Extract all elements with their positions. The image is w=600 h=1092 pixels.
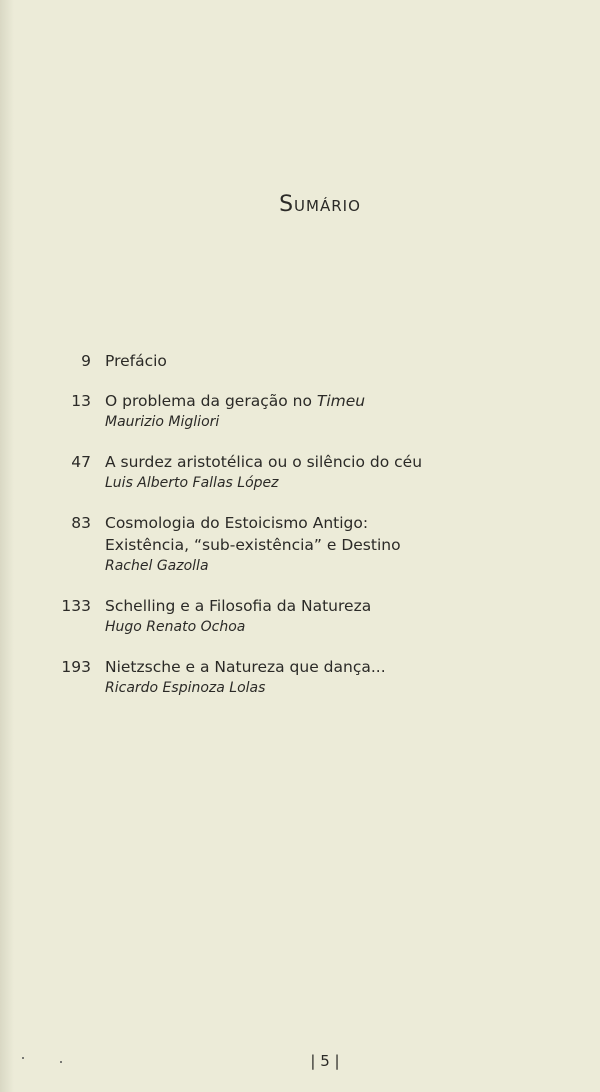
toc-entry — [0, 451, 600, 494]
toc-entry — [0, 512, 600, 577]
toc-entry-title-continued: Existência, “sub-existência” e Destino — [105, 536, 401, 554]
toc-entry-body — [105, 512, 575, 577]
toc-entry-author: Hugo Renato Ochoa — [105, 619, 246, 635]
toc-entry-body — [105, 451, 575, 494]
toc-entry-body — [105, 656, 575, 699]
toc-entry — [0, 656, 600, 699]
toc-entry-body — [105, 350, 575, 372]
toc-page-number: 83 — [71, 514, 91, 532]
toc-page-number: 193 — [61, 658, 91, 676]
toc-entry-author: Luis Alberto Fallas López — [105, 475, 279, 491]
speck-mark — [22, 1057, 24, 1059]
toc-page-number: 47 — [71, 453, 91, 471]
toc-entry-title: Nietzsche e a Natureza que dança... — [105, 658, 386, 676]
toc-entry-title: Prefácio — [105, 352, 167, 370]
toc-entry-body — [105, 390, 575, 433]
toc-entry — [0, 595, 600, 638]
toc-entry-title — [105, 390, 575, 412]
table-of-contents — [0, 350, 600, 717]
toc-page-number: 9 — [81, 352, 91, 370]
speck-mark — [60, 1061, 62, 1063]
toc-entry — [0, 350, 600, 372]
toc-page-number: 133 — [61, 597, 91, 615]
toc-entry — [0, 390, 600, 433]
toc-entry-title: A surdez aristotélica ou o silêncio do céu — [105, 453, 423, 471]
page-number-footer: | 5 | — [310, 1052, 340, 1070]
toc-entry-title: Schelling e a Filosofia da Natureza — [105, 597, 372, 615]
page-title: Sumário — [279, 192, 361, 217]
toc-entry-author: Maurizio Migliori — [105, 414, 220, 430]
toc-page-number: 13 — [71, 392, 91, 410]
toc-entry-title-italic: Timeu — [316, 392, 366, 410]
toc-entry-body — [105, 595, 575, 638]
toc-entry-author: Ricardo Espinoza Lolas — [105, 680, 266, 696]
toc-entry-title: Cosmologia do Estoicismo Antigo: — [105, 514, 369, 532]
toc-entry-author: Rachel Gazolla — [105, 558, 209, 574]
toc-entry-title-text: O problema da geração no — [105, 392, 317, 410]
